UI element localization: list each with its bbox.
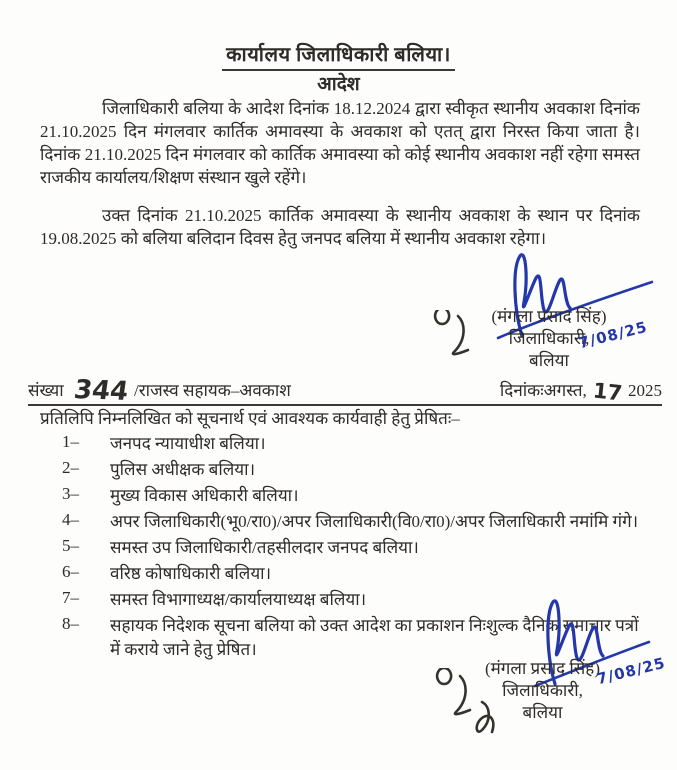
signatory-name: (मंगला प्रसाद सिंह) [484,659,600,678]
recipient-row [62,458,640,482]
recipient-number: 4– [62,510,79,529]
recipient-row [62,614,640,662]
ref-date-label: दिनांकःअगस्त, [499,381,587,400]
recipient-number: 7– [62,588,79,607]
signatory-place: बलिया [522,703,563,722]
paragraph-2: उक्त दिनांक 21.10.2025 कार्तिक अमावस्या के स्थानीय अवकाश के स्थान पर दिनांक 19.08.2025 को बलिया बलिदान दिवस हेतु जनपद बलिया में स्थानीय अवकाश रहेगा। [40,206,640,248]
recipient-text: सहायक निदेशक सूचना बलिया को उक्त आदेश का प्रकाशन निःशुल्क दैनिक समाचार पत्रों में कराये जाने हेतु प्रेषित। [110,616,639,659]
recipient-number: 1– [62,432,79,451]
recipient-text: अपर जिलाधिकारी(भू0/रा0)/अपर जिलाधिकारी(वि0/रा0)/अपर जिलाधिकारी नमांमि गंगे। [110,512,639,531]
recipient-row [62,484,640,508]
handwritten-date: 7/08/25 [594,653,668,689]
recipient-text: मुख्य विकास अधिकारी बलिया। [110,486,299,505]
recipient-text: जनपद न्यायाधीश बलिया। [110,434,266,453]
recipient-text: वरिष्ठ कोषाधिकारी बलिया। [110,564,272,583]
signatory-title: जिलाधिकारी, [508,329,590,348]
recipient-number: 5– [62,536,79,555]
recipient-number: 3– [62,484,79,503]
signatory-title: जिलाधिकारी, [502,681,583,700]
recipient-number: 6– [62,562,79,581]
recipient-row [62,562,640,586]
ref-date-year: 2025 [628,381,662,400]
copy-distribution-line: प्रतिलिपि निम्नलिखित को सूचनार्थ एवं आवश्यक कार्यवाही हेतु प्रेषितः– [40,409,460,428]
recipient-text: पुलिस अधीक्षक बलिया। [110,460,256,479]
ref-number-label: संख्या [28,381,64,400]
order-heading: आदेश [317,74,360,95]
ref-department: /राजस्व सहायक–अवकाश [133,381,291,400]
recipient-row [62,536,640,560]
recipient-number: 8– [62,614,79,633]
reference-line [28,375,662,407]
recipient-number: 2– [62,458,79,477]
ref-number-handwritten: 344 [71,375,130,407]
recipient-row [62,432,640,456]
recipient-list [62,432,640,664]
recipient-text: समस्त विभागाध्यक्ष/कार्यालयाध्यक्ष बलिया। [110,590,367,609]
paragraph-1: जिलाधिकारी बलिया के आदेश दिनांक 18.12.2024 द्वारा स्वीकृत स्थानीय अवकाश दिनांक 21.10.2025 दिन मंगलवार कार्तिक अमावस्या के अवकाश को एतत् द्वारा निरस्त किया जाता है। दिनांक 21.10.2025 दिन मंगलवार को कार्तिक अमावस्या को कोई स्थानीय अवकाश नहीं रहेगा समस्त राजकीय कार्यालय/शिक्षण संस्थान खुले रहेंगे। [40,99,640,187]
ref-date-day-handwritten: 17 [591,378,624,406]
page-title: कार्यालय जिलाधिकारी बलिया। [222,40,455,71]
signatory-place: बलिया [529,351,569,370]
recipient-row [62,588,640,612]
signatory-name: (मंगला प्रसाद सिंह) [491,307,607,326]
recipient-text: समस्त उप जिलाधिकारी/तहसीलदार जनपद बलिया। [110,538,419,557]
recipient-row [62,510,640,534]
handwritten-date: 7/08/25 [576,317,650,353]
